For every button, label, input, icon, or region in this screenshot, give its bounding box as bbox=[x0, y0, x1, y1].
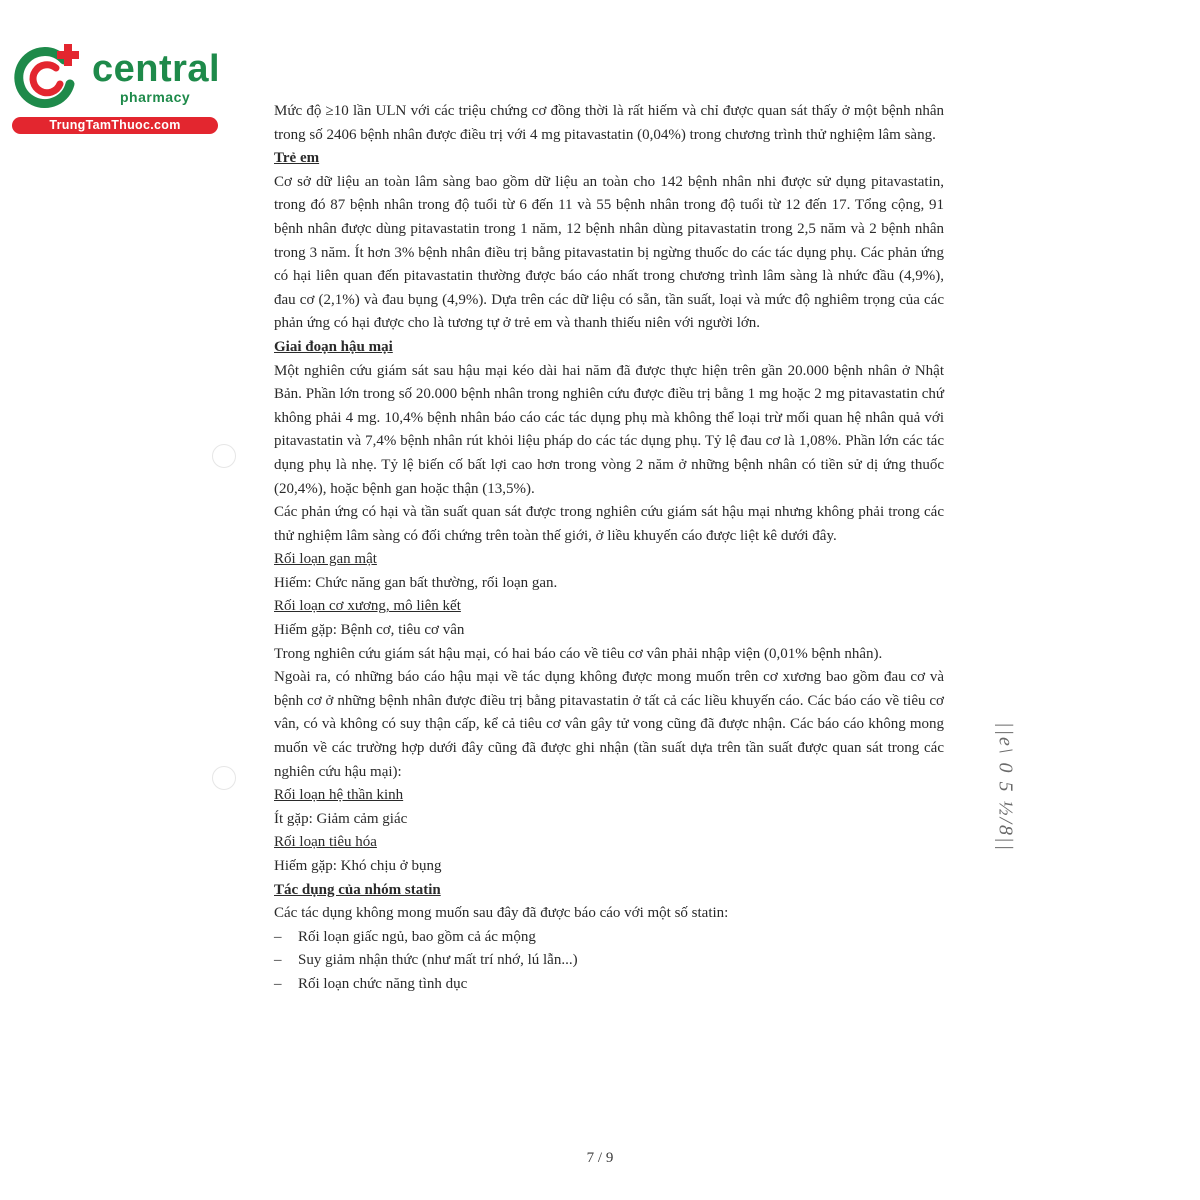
dash-marker: – bbox=[274, 952, 282, 969]
logo-website[interactable]: TrungTamThuoc.com bbox=[12, 117, 218, 134]
section-heading-postmarket: Giai đoạn hậu mại bbox=[274, 338, 393, 355]
paragraph: Hiếm: Chức năng gan bất thường, rối loạn gan. bbox=[274, 574, 558, 591]
punch-hole bbox=[212, 444, 236, 468]
paragraph: Hiếm gặp: Bệnh cơ, tiêu cơ vân bbox=[274, 622, 465, 639]
paragraph: Một nghiên cứu giám sát sau hậu mại kéo dài hai năm đã được thực hiện trên gần 20.000 bệnh nhân ở Nhật Bản. Phần lớn trong số 20.000 bệnh nhân trong nghiên cứu được điều trị bằng 1 mg hoặc 2 mg pitavastatin chứ không phải 4 mg. 10,4% bệnh nhân báo cáo các tác dụng phụ mà không thể loại trừ mối quan hệ nhân quả với pitavastatin và 7,4% bệnh nhân rút khỏi liệu pháp do các tác dụng phụ. Tỷ lệ đau cơ là 1,08%. Phần lớn các tác dụng phụ là nhẹ. Tỷ lệ biến cố bất lợi cao hơn trong vòng 2 năm ở những bệnh nhân có tiền sử dị ứng thuốc (20,4%), hoặc bệnh gan hoặc thận (13,5%). bbox=[274, 362, 944, 497]
list-item bbox=[274, 926, 944, 950]
list-item bbox=[274, 949, 944, 973]
list-item-text: Suy giảm nhận thức (như mất trí nhớ, lú lẫn...) bbox=[298, 952, 578, 969]
punch-hole bbox=[212, 766, 236, 790]
document-body bbox=[274, 100, 944, 997]
page-number: 7 / 9 bbox=[586, 1150, 614, 1166]
paragraph: Ít gặp: Giảm cảm giác bbox=[274, 810, 408, 827]
list-item bbox=[274, 973, 944, 997]
paragraph: Các phản ứng có hại và tần suất quan sát được trong nghiên cứu giám sát hậu mại nhưng không phải trong các thử nghiệm lâm sàng có đối chứng trên toàn thế giới, ở liều khuyến cáo được liệt kê dưới đây. bbox=[274, 504, 944, 544]
central-pharmacy-logo[interactable] bbox=[8, 36, 221, 136]
subheading-digestive: Rối loạn tiêu hóa bbox=[274, 834, 377, 851]
subheading-liver: Rối loạn gan mật bbox=[274, 551, 377, 568]
paragraph: Các tác dụng không mong muốn sau đây đã được báo cáo với một số statin: bbox=[274, 905, 729, 922]
subheading-musculoskeletal: Rối loạn cơ xương, mô liên kết bbox=[274, 598, 461, 615]
paragraph: Mức độ ≥10 lần ULN với các triệu chứng cơ đồng thời là rất hiếm và chỉ được quan sát thấy ở một bệnh nhân trong số 2406 bệnh nhân được điều trị với 4 mg pitavastatin (0,04%) trong chương trình thử nghiệm lâm sàng. bbox=[274, 103, 944, 143]
subheading-nervous: Rối loạn hệ thần kinh bbox=[274, 787, 404, 804]
paragraph: Ngoài ra, có những báo cáo hậu mại về tác dụng không được mong muốn trên cơ xương bao gồm đau cơ và bệnh cơ ở những bệnh nhân được điều trị bằng pitavastatin ở tất cả các liều khuyến cáo. Các báo cáo về tiêu cơ vân, có và không có suy thận cấp, kể cả tiêu cơ vân gây tử vong cũng đã được nhận. Các báo cáo không mong muốn về các trường hợp dưới đây cũng đã được ghi nhận (tần suất dựa trên tần suất được quan sát trong các nghiên cứu hậu mại): bbox=[274, 669, 944, 780]
paragraph: Hiếm gặp: Khó chịu ở bụng bbox=[274, 858, 442, 874]
paragraph: Cơ sở dữ liệu an toàn lâm sàng bao gồm dữ liệu an toàn cho 142 bệnh nhân nhi được sử dụng pitavastatin, trong đó 87 bệnh nhân trong độ tuổi từ 6 đến 11 và 55 bệnh nhân trong độ tuổi từ 12 đến 17. Tổng cộng, 91 bệnh nhân được dùng pitavastatin trong 1 năm, 12 bệnh nhân dùng pitavastatin trong 2,5 năm và 2 bệnh nhân trong 3 năm. Ít hơn 3% bệnh nhân điều trị bằng pitavastatin bị ngừng thuốc do các tác dụng phụ. Các phản ứng có hại liên quan đến pitavastatin thường được báo cáo nhất trong chương trình lâm sàng là nhức đầu (4,9%), đau cơ (2,1%) và đau bụng (4,9%). Dựa trên các dữ liệu có sẵn, tần suất, loại và mức độ nghiêm trọng của các phản ứng có hại được cho là tương tự ở trẻ em và thanh thiếu niên với người lớn. bbox=[274, 173, 944, 332]
logo-brand-name: central bbox=[92, 48, 221, 90]
dash-marker: – bbox=[274, 928, 282, 945]
dash-marker: – bbox=[274, 975, 282, 992]
section-heading-children: Trẻ em bbox=[274, 150, 320, 167]
list-item-text: Rối loạn chức năng tình dục bbox=[298, 975, 468, 992]
logo-subtitle: pharmacy bbox=[120, 89, 191, 105]
list-item-text: Rối loạn giấc ngủ, bao gồm cả ác mộng bbox=[298, 928, 536, 945]
paragraph: Trong nghiên cứu giám sát hậu mại, có hai báo cáo về tiêu cơ vân phải nhập viện (0,01% bệnh nhân). bbox=[274, 645, 883, 662]
margin-stamp-note bbox=[988, 712, 1022, 862]
pharmacy-cross-icon bbox=[12, 40, 84, 112]
section-heading-statin: Tác dụng của nhóm statin bbox=[274, 881, 441, 898]
margin-stamp-text: ||e\ 0 5 ½/8|| bbox=[994, 722, 1017, 852]
